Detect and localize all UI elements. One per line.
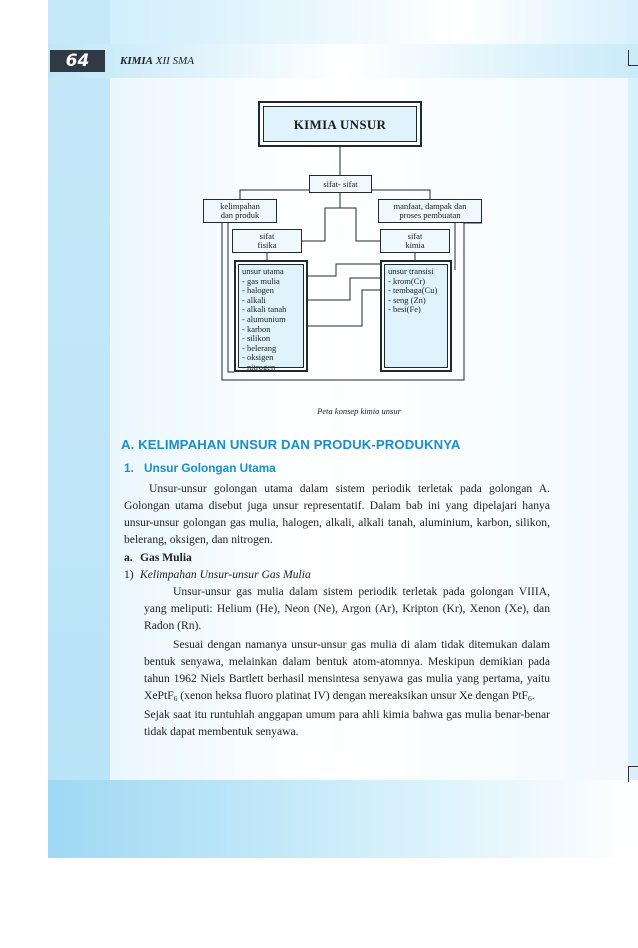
map-kelimpahan-box [203,199,277,223]
map-list-item: - halogen [242,285,274,296]
map-list-item: - seng (Zn) [388,294,426,305]
map-list-item: - belerang [242,342,277,353]
concept-map [0,0,638,420]
paragraph-bartlett-part2: (xenon heksa fluoro platinat IV) dengan mereaksikan unsur Xe dengan PtF [177,689,529,702]
paragraph-bartlett [144,636,550,704]
map-sifat-kimia-box [380,229,450,253]
map-list-item: - alkali [242,294,266,305]
map-list-item: unsur utama [242,266,284,276]
page-number: 64 [50,50,105,72]
map-kimia-line1: sifat [407,231,423,241]
map-list-item: unsur transisi [388,266,434,276]
map-list-item: - karbon [242,323,271,334]
crop-mark-bottom [628,766,638,782]
paragraph-sejak: Sejak saat itu runtuhlah anggapan umum para ahli kimia bahwa gas mulia benar-benar tidak dapat membentuk senyawa. [144,708,550,738]
map-root-box [258,101,422,147]
body-text [120,434,550,742]
heading-a-label: Gas Mulia [140,551,192,564]
paragraph-golongan-viiia: Unsur-unsur gas mulia dalam sistem periodik terletak pada golongan VIIIA, yang meliputi: Helium (He), Neon (Ne), Argon (Ar), Kripton (Kr), Xenon (Xe), dan Radon (Rn). [144,585,550,632]
running-head-class: XII SMA [153,55,194,67]
map-caption-row [0,406,638,416]
subsection-number: 1. [124,461,134,475]
map-list-item: - besi(Fe) [388,304,421,315]
heading-kelimpahan [124,566,550,583]
heading-gas-mulia [124,549,550,566]
map-list-item: - nitrogen [242,361,276,372]
section-title: A. KELIMPAHAN UNSUR DAN PRODUK-PRODUKNYA [121,437,461,452]
heading-1-number: 1) [124,568,134,581]
bottom-band [48,780,638,858]
map-sifat-fisika-box [232,229,302,253]
map-list-item: - krom(Cr) [388,275,426,286]
map-manfaat-line1: manfaat, dampak dan [393,201,467,211]
map-list-item: - oksigen [242,352,274,363]
paragraph-golongan-utama: Unsur-unsur golongan utama dalam sistem periodik terletak pada golongan A. Golongan utama disebut juga unsur representatif. Dalam bab ini yang dipelajari hanya unsur-unsur golongan gas mulia, halogen, alkali, alkali tanah, aluminium, karbon, silikon, belerang, oksigen, dan nitrogen. [124,482,550,546]
map-unsur-utama-box [234,260,308,372]
map-unsur-transisi-list [384,264,448,368]
subscript-6: 6 [173,694,178,703]
map-root-label: KIMIA UNSUR [263,106,417,142]
heading-a-number: a. [124,551,133,564]
map-unsur-utama-list [238,264,304,372]
map-kimia-line2: kimia [405,240,425,250]
map-list-item: - alkali tanah [242,304,287,315]
subsection-title [124,460,550,477]
map-kelimpahan-line1: kelimpahan [220,201,260,211]
subsection-label: Unsur Golongan Utama [144,461,276,475]
paragraph-bartlett-part3: . [531,689,535,702]
running-head-book: KIMIA [120,55,154,67]
map-manfaat-line2: proses pembuatan [399,210,461,220]
indented-paragraphs [144,583,550,740]
map-list-item: - gas mulia [242,275,280,286]
map-caption: Peta konsep kimia unsur [317,406,401,416]
map-unsur-transisi-box [380,260,452,372]
map-fisika-line2: fisika [257,240,277,250]
heading-1-label: Kelimpahan Unsur-unsur Gas Mulia [140,568,311,581]
map-manfaat-box [378,199,482,223]
map-list-item: - alumunium [242,313,286,324]
concept-map-connectors [0,0,638,420]
subscript-6: 6 [528,694,532,703]
map-kelimpahan-line2: dan produk [220,210,260,220]
paragraph-bartlett-part1: Sesuai dengan namanya unsur-unsur gas mulia di alam tidak ditemukan dalam bentuk senyawa, melainkan dalam bentuk atom-atomnya. Meskipun demikian pada tahun 1962 Niels Bartlett berhasil mensintesa senyawa gas mulia yang pertama, yaitu XePtF [144,638,550,702]
map-sifat-box: sifat- sifat [309,175,372,193]
map-fisika-line1: sifat [259,231,275,241]
map-list-item: - tembaga(Cu) [388,285,438,296]
map-list-item: - silikon [242,333,271,344]
